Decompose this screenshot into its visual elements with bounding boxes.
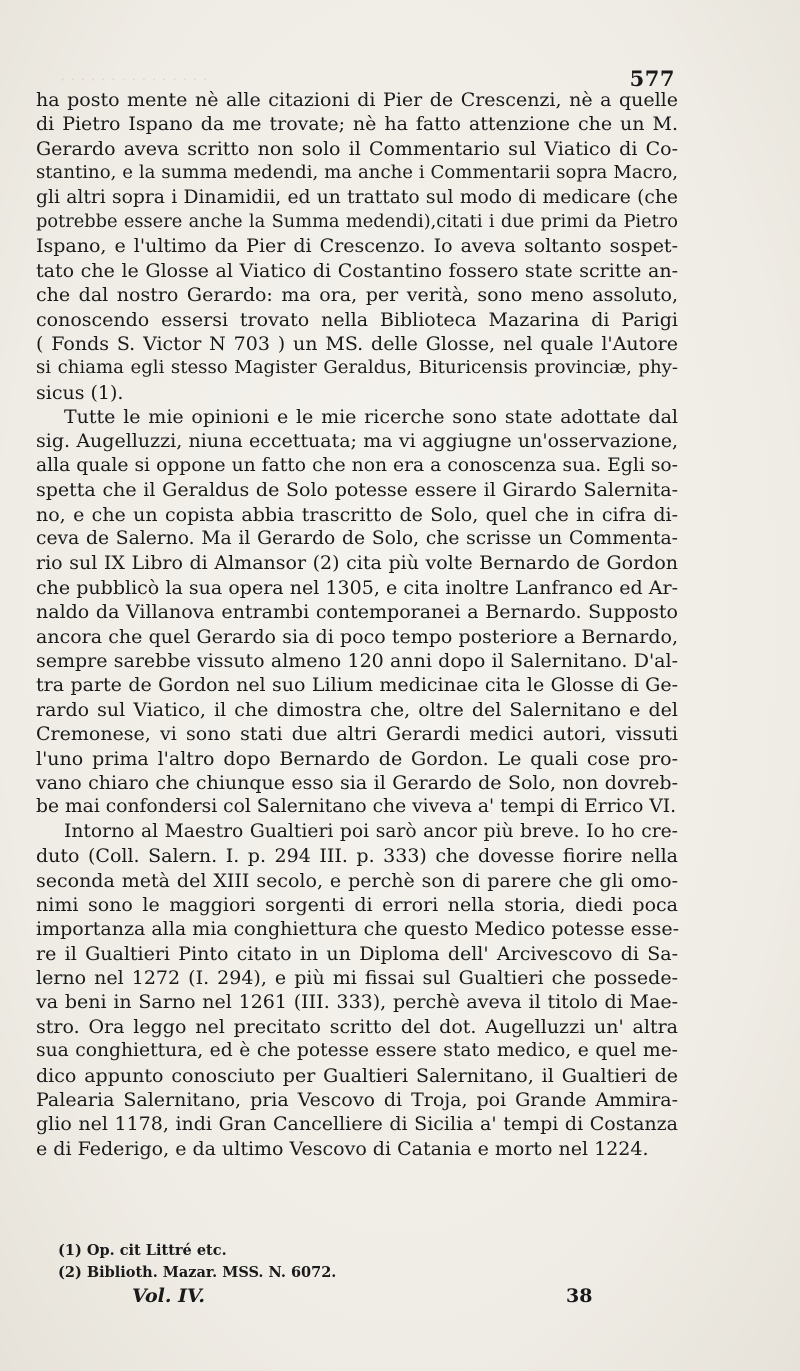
text-line: sicus (1). — [36, 381, 124, 404]
text-line: che dal nostro Gerardo: ma ora, per verità, sono meno assoluto, — [36, 284, 678, 307]
footnotes — [58, 1240, 378, 1284]
text-line: potrebbe essere anche la Summa medendi),citati i due primi da Pietro — [36, 210, 678, 232]
volume-label: Vol. IV. — [132, 1285, 206, 1307]
text-line: seconda metà del XIII secolo, e perchè son di parere che gli omo- — [36, 869, 678, 892]
text-line: Cremonese, vi sono stati due altri Gerardi medici autori, vissuti — [36, 723, 678, 746]
text-line: spetta che il Geraldus de Solo potesse essere il Girardo Salernita- — [36, 479, 678, 502]
text-line: glio nel 1178, indi Gran Cancelliere di Sicilia a' tempi di Costanza — [36, 1113, 678, 1136]
text-line: ha posto mente nè alle citazioni di Pier de Crescenzi, nè a quelle — [36, 89, 678, 111]
text-line: naldo da Villanova entrambi contemporanei a Bernardo. Supposto — [36, 601, 678, 624]
text-line: stro. Ora leggo nel precitato scritto del dot. Augelluzzi un' altra — [36, 1015, 678, 1038]
text-line: si chiama egli stesso Magister Geraldus, Bituricensis provinciæ, phy- — [36, 357, 678, 379]
text-line: nimi sono le maggiori sorgenti di errori nella storia, diedi poca — [36, 893, 678, 916]
signature-mark: 38 — [566, 1285, 593, 1307]
text-line: Intorno al Maestro Gualtieri poi sarò ancor più breve. Io ho cre- — [64, 820, 678, 842]
text-line: tato che le Glosse al Viatico di Costantino fossero state scritte an- — [36, 259, 678, 282]
text-line: che pubblicò la sua opera nel 1305, e cita inoltre Lanfranco ed Ar- — [36, 576, 678, 599]
text-line: di Pietro Ispano da me trovate; nè ha fatto attenzione che un M. — [36, 113, 678, 136]
text-line: sig. Augelluzzi, niuna eccettuata; ma vi aggiugne un'osservazione, — [36, 430, 678, 453]
text-line: re il Gualtieri Pinto citato in un Diploma dell' Arcivescovo di Sa- — [36, 942, 678, 965]
text-line: va beni in Sarno nel 1261 (III. 333), perchè aveva il titolo di Mae- — [36, 991, 678, 1014]
page-number: 577 — [629, 66, 675, 91]
text-line: Palearia Salernitano, pria Vescovo di Troja, poi Grande Ammira- — [36, 1089, 678, 1112]
text-line: alla quale si oppone un fatto che non era a conoscenza sua. Egli so- — [36, 454, 678, 476]
text-line: conoscendo essersi trovato nella Biblioteca Mazarina di Parigi — [36, 308, 678, 331]
text-line: gli altri sopra i Dinamidii, ed un trattato sul modo di medicare (che — [36, 186, 678, 208]
text-line: ancora che quel Gerardo sia di poco tempo posteriore a Bernardo, — [36, 625, 678, 648]
text-line: importanza alla mia conghiettura che questo Medico potesse esse- — [36, 918, 680, 941]
text-line: ceva de Salerno. Ma il Gerardo de Solo, che scrisse un Commenta- — [36, 528, 678, 550]
text-line: rardo sul Viatico, il che dimostra che, oltre del Salernitano e del — [36, 698, 678, 721]
text-line: Ispano, e l'ultimo da Pier di Crescenzo. Io aveva soltanto sospet- — [36, 235, 678, 258]
bleed-through-text: · · · · · · · · · · · · · · · — [60, 70, 208, 89]
text-line: l'uno prima l'altro dopo Bernardo de Gordon. Le quali cose pro- — [36, 747, 678, 770]
text-line: sua conghiettura, ed è che potesse essere stato medico, e quel me- — [36, 1040, 678, 1062]
footnote: (2) Biblioth. Mazar. MSS. N. 6072. — [58, 1264, 337, 1281]
text-line: e di Federigo, e da ultimo Vescovo di Catania e morto nel 1224. — [36, 1137, 649, 1160]
text-line: sempre sarebbe vissuto almeno 120 anni dopo il Salernitano. D'al- — [36, 649, 678, 672]
text-line: Tutte le mie opinioni e le mie ricerche sono state adottate dal — [64, 406, 678, 429]
text-line: dico appunto conosciuto per Gualtieri Salernitano, il Gualtieri de — [36, 1064, 678, 1087]
text-line: tra parte de Gordon nel suo Lilium medicinae cita le Glosse di Ge- — [36, 674, 678, 697]
text-line: no, e che un copista abbia trascritto de Solo, quel che in cifra di- — [36, 503, 678, 526]
main-text — [36, 88, 678, 1161]
text-line: vano chiaro che chiunque esso sia il Gerardo de Solo, non dovreb- — [36, 771, 678, 794]
text-line: rio sul IX Libro di Almansor (2) cita più volte Bernardo de Gordon — [36, 552, 678, 575]
text-line: ( Fonds S. Victor N 703 ) un MS. delle Glosse, nel quale l'Autore — [36, 332, 678, 355]
text-line: be mai confondersi col Salernitano che viveva a' tempi di Errico VI. — [36, 796, 677, 818]
text-line: stantino, e la summa medendi, ma anche i Commentarii sopra Macro, — [36, 162, 678, 184]
footnote: (1) Op. cit Littré etc. — [58, 1242, 227, 1259]
text-line: duto (Coll. Salern. I. p. 294 III. p. 333) che dovesse fiorire nella — [36, 845, 678, 868]
text-line: lerno nel 1272 (I. 294), e più mi fissai sul Gualtieri che possede- — [36, 967, 678, 990]
text-line: Gerardo aveva scritto non solo il Commentario sul Viatico di Co- — [36, 137, 678, 160]
